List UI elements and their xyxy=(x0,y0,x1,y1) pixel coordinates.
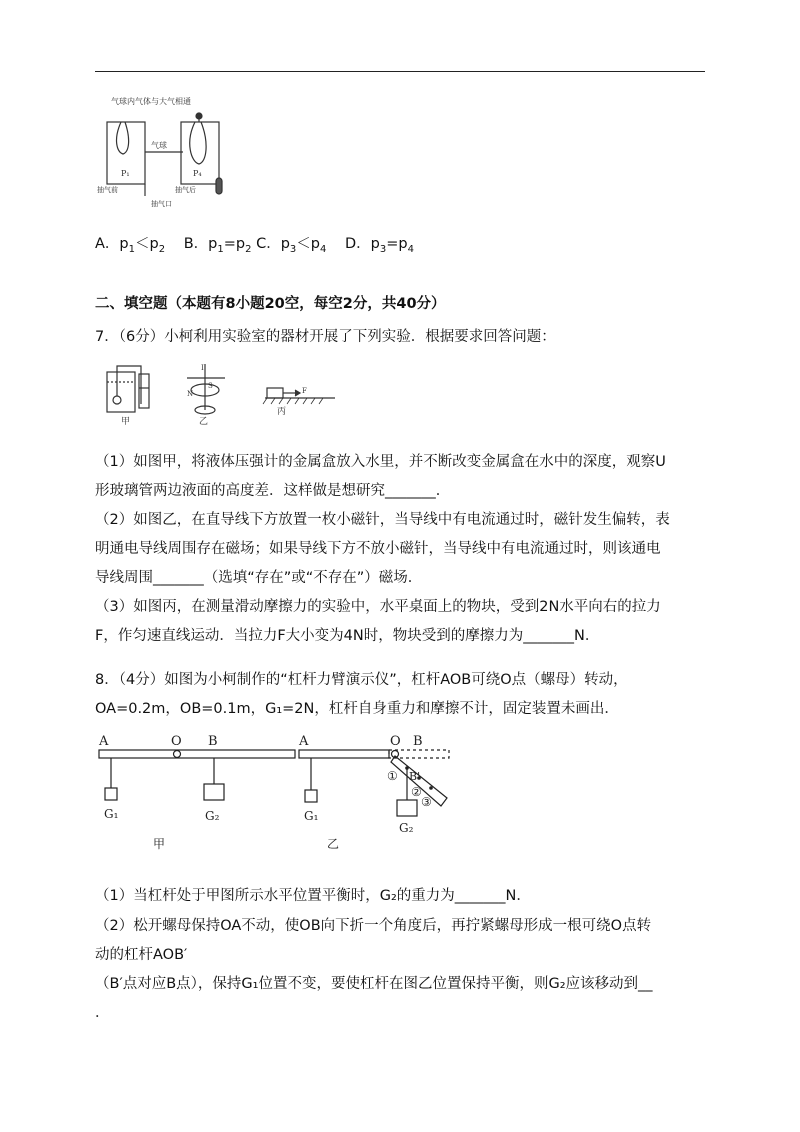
q7-label-current: I xyxy=(201,364,204,372)
q8-yi-label-Bprime: B' xyxy=(409,770,421,783)
q8-lever-figures xyxy=(95,728,455,852)
q6-label-top: 气球内气体与大气相通 xyxy=(111,97,191,106)
q7-caption-jia: 甲 xyxy=(121,417,131,427)
q7-label-south: S xyxy=(208,382,213,390)
q6-option-d: D．$p_3=p_4$ xyxy=(345,236,414,255)
q6-label-pump: 抽气前 xyxy=(97,186,118,194)
q8-jia-label-O: O xyxy=(171,734,182,749)
q7-part3: （3）如图丙，在测量滑动摩擦力的实验中，水平桌面上的物块，受到2N水平向右的拉力 F，作匀速直线运动．当拉力F大小变为4N时，物块受到的摩擦力为_______N． xyxy=(95,599,661,644)
q8-part1: （1）当杠杆处于甲图所示水平位置平衡时，G₂的重力为_______N． xyxy=(95,888,531,904)
q8-yi-label-G2: G₂ xyxy=(399,821,414,835)
section-heading: 二、填空题（本题有8小题20空，每空2分，共40分） xyxy=(95,296,446,312)
q6-label-outlet: 抽气口 xyxy=(151,200,172,208)
q8-jia-label-G1: G₁ xyxy=(104,807,119,821)
q8-jia-label-G2: G₂ xyxy=(205,809,220,823)
q6-balloon-figure xyxy=(95,92,235,210)
q8-caption-jia: 甲 xyxy=(153,837,166,851)
q6-option-a: A．$p_1<p_2$ xyxy=(95,236,166,255)
q8-yi-mark-2: ② xyxy=(411,785,422,799)
q6-option-b: B．$p_1=p_2$ xyxy=(183,236,252,255)
q6-option-c: C．$p_3<p_4$ xyxy=(251,236,327,255)
q8-jia-label-B: B xyxy=(208,734,218,749)
q7-part2: （2）如图乙，在直导线下方放置一枚小磁针，当导线中有电流通过时，磁针发生偏转，表 明通电导线周围存在磁场；如果导线下方不放小磁针，当导线中有电流通过时，则该通电 导线周围_______（选填“存在”或“不存在”）磁场． xyxy=(95,512,670,586)
q8-part2: （2）松开螺母保持OA不动，使OB向下折一个角度后，再拧紧螺母形成一根可绕O点转 动的杠杆AOB′ （B′点对应B点），保持G₁位置不变，要使杠杆在图乙位置保持平衡，则G₂应该移动到__ ． xyxy=(95,918,653,1021)
q7-caption-bing: 丙 xyxy=(277,407,287,417)
q6-label-balloon: 气球 xyxy=(151,141,167,150)
q7-stem: 7．（6分）小柯利用实验室的器材开展了下列实验．根据要求回答问题： xyxy=(95,329,556,345)
q8-yi-label-B: B xyxy=(413,734,423,749)
q8-yi-label-A: A xyxy=(299,734,309,749)
q6-label-p4: P₄ xyxy=(193,169,202,178)
q8-yi-label-G1: G₁ xyxy=(304,809,319,823)
q7-figures xyxy=(95,360,335,430)
q8-yi-mark-1: ① xyxy=(387,769,398,783)
q7-label-force: F xyxy=(302,387,307,395)
q8-caption-yi: 乙 xyxy=(327,837,340,851)
header-rule xyxy=(95,71,705,72)
q6-label-pump-after: 抽气后 xyxy=(175,186,196,194)
q6-label-p1: P₁ xyxy=(121,169,130,178)
q8-yi-label-O: O xyxy=(390,734,401,749)
q8-yi-mark-3: ③ xyxy=(421,795,432,809)
q7-caption-yi: 乙 xyxy=(199,417,209,427)
q8-jia-label-A: A xyxy=(99,734,109,749)
q8-stem: 8．（4分）如图为小柯制作的“杠杆力臂演示仪”，杠杆AOB可绕O点（螺母）转动， OA=0.2m，OB=0.1m，G₁=2N，杠杆自身重力和摩擦不计，固定装置未画出． xyxy=(95,672,628,717)
q6-options xyxy=(95,234,414,260)
q7-label-north: N xyxy=(187,390,194,398)
q7-part1: （1）如图甲，将液体压强计的金属盒放入水里，并不断改变金属盒在水中的深度，观察U 形玻璃管两边液面的高度差．这样做是想研究_______． xyxy=(95,454,666,499)
